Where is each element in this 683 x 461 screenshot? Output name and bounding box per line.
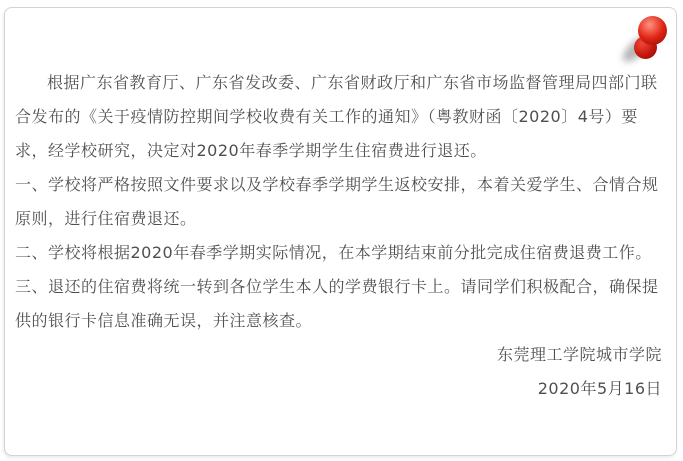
- notice-body: [15, 66, 662, 338]
- date: 2020年5月16日: [537, 379, 662, 398]
- pushpin-icon: [619, 12, 671, 64]
- notice-paragraph: 二、学校将根据2020年春季学期实际情况，在本学期结束前分批完成住宿费退费工作。: [15, 243, 652, 262]
- notice-paragraph: 三、退还的住宿费将统一转到各位学生本人的学费银行卡上。请同学们积极配合，确保提供的银行卡信息准确无误，并注意核查。: [15, 277, 659, 330]
- notice-content: [5, 8, 676, 406]
- notice-paragraph: 根据广东省教育厅、广东省发改委、广东省财政厅和广东省市场监督管理局四部门联合发布的《关于疫情防控期间学校收费有关工作的通知》（粤教财函〔2020〕4号）要求，经学校研究，决定对2020年春季学期学生住宿费进行退还。: [15, 73, 658, 160]
- notice-panel: [4, 7, 677, 456]
- pushpin-head: [638, 16, 667, 45]
- signature: 东莞理工学院城市学院: [496, 345, 662, 364]
- notice-paragraph: 一、学校将严格按照文件要求以及学校春季学期学生返校安排，本着关爱学生、合情合规原则，进行住宿费退还。: [15, 175, 659, 228]
